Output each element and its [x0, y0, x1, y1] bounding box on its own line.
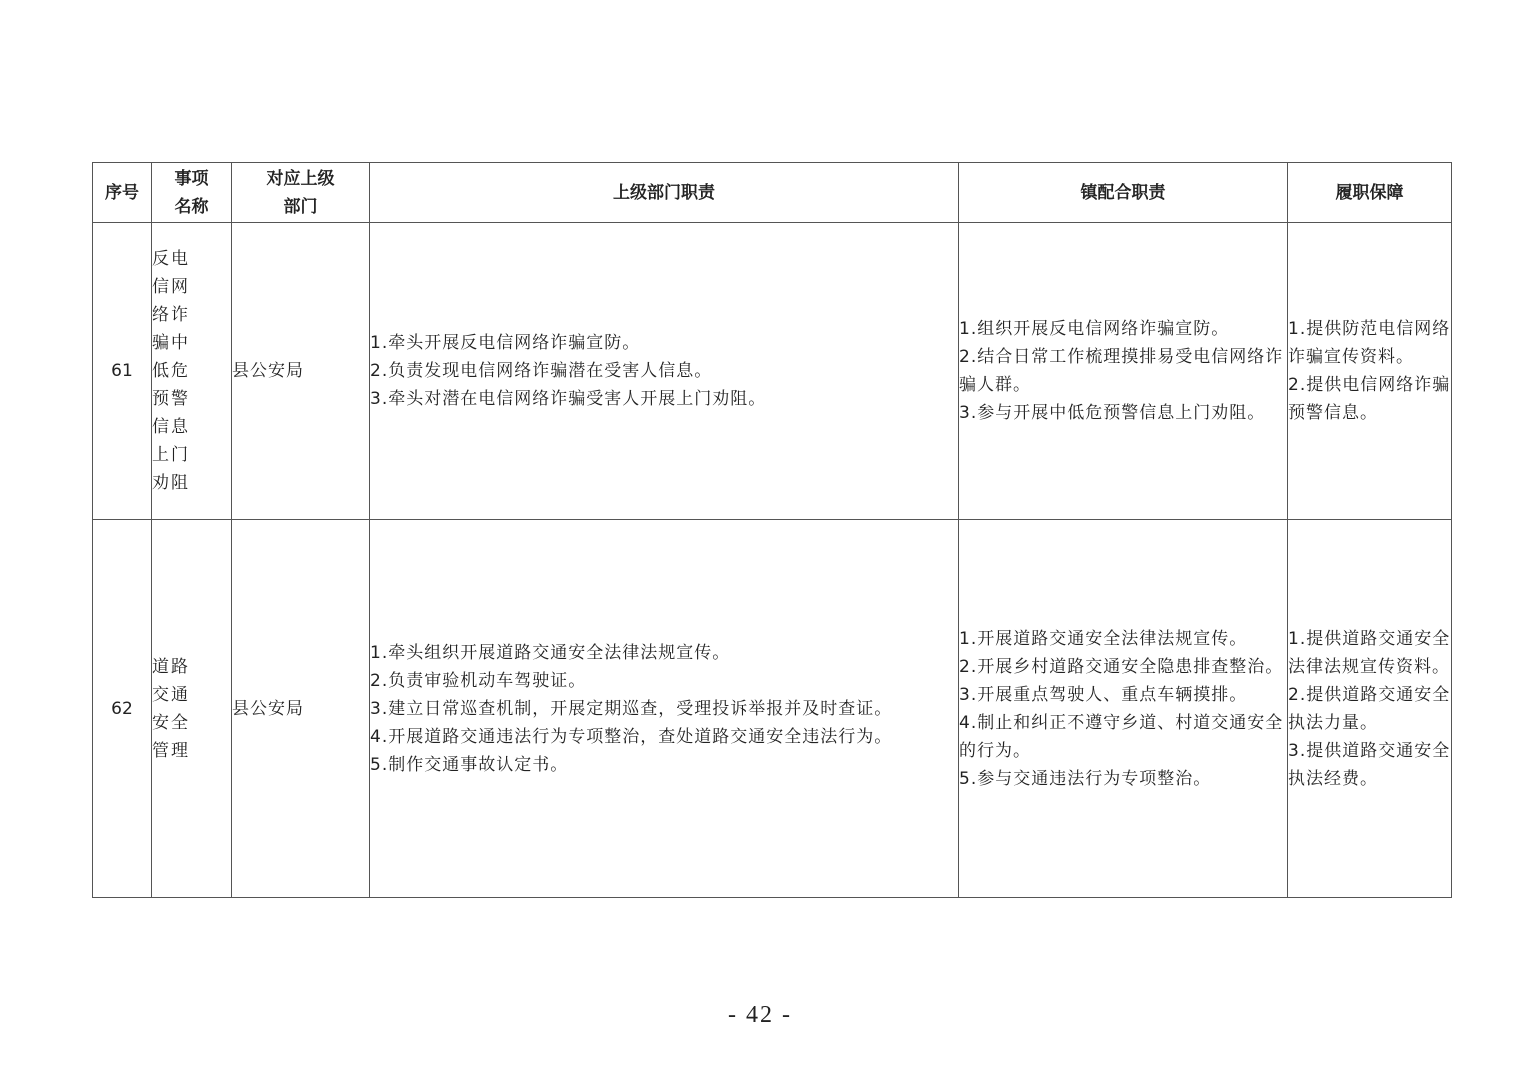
- header-upper-duties: 上级部门职责: [370, 163, 959, 223]
- duty-item: 4.开展道路交通违法行为专项整治，查处道路交通安全违法行为。: [370, 726, 893, 747]
- guarantee-item: 2.提供道路交通安全执法力量。: [1288, 684, 1451, 733]
- duty-item: 1.组织开展反电信网络诈骗宣防。: [959, 319, 1230, 339]
- row-name: [152, 223, 232, 520]
- duty-item: 2.负责发现电信网络诈骗潜在受害人信息。: [370, 361, 713, 381]
- row-town-duties: [959, 520, 1288, 898]
- header-name: [152, 163, 232, 223]
- guarantee-item: 1.提供防范电信网络诈骗宣传资料。: [1288, 319, 1451, 367]
- row-name: [152, 520, 232, 898]
- header-no: 序号: [93, 163, 152, 223]
- duty-item: 2.开展乡村道路交通安全隐患排查整治。: [959, 656, 1284, 677]
- header-town-duties: 镇配合职责: [959, 163, 1288, 223]
- table-row: [93, 223, 1452, 520]
- row-no: 62: [93, 520, 152, 898]
- header-guarantee: 履职保障: [1288, 163, 1452, 223]
- duty-item: 1.牵头开展反电信网络诈骗宣防。: [370, 333, 641, 353]
- row-town-duties: [959, 223, 1288, 520]
- duty-item: 1.开展道路交通安全法律法规宣传。: [959, 628, 1248, 649]
- table-row: [93, 520, 1452, 898]
- row-name-text: 反电信网络诈骗中低危预警信息上门劝阻: [152, 249, 190, 493]
- duty-item: 2.结合日常工作梳理摸排易受电信网络诈骗人群。: [959, 347, 1284, 395]
- duty-item: 1.牵头组织开展道路交通安全法律法规宣传。: [370, 642, 731, 663]
- guarantee-item: 3.提供道路交通安全执法经费。: [1288, 740, 1451, 789]
- guarantee-item: 1.提供道路交通安全法律法规宣传资料。: [1288, 628, 1451, 677]
- duty-item: 4.制止和纠正不遵守乡道、村道交通安全的行为。: [959, 712, 1284, 761]
- row-dept: 县公安局: [232, 520, 370, 898]
- duty-item: 5.参与交通违法行为专项整治。: [959, 768, 1212, 789]
- row-upper-duties: [370, 520, 959, 898]
- row-name-text: 道路交通安全管理: [152, 656, 190, 761]
- row-upper-duties: [370, 223, 959, 520]
- duty-item: 3.参与开展中低危预警信息上门劝阻。: [959, 403, 1266, 423]
- duty-item: 5.制作交通事故认定书。: [370, 754, 569, 775]
- page-number: - 42 -: [728, 1002, 792, 1028]
- header-row: [93, 163, 1452, 223]
- header-dept-line1: 对应上级: [266, 168, 335, 189]
- row-guarantee: [1288, 520, 1452, 898]
- duty-item: 3.建立日常巡查机制，开展定期巡查，受理投诉举报并及时查证。: [370, 698, 893, 719]
- duty-table: [92, 162, 1452, 898]
- row-dept: 县公安局: [232, 223, 370, 520]
- row-guarantee: [1288, 223, 1452, 520]
- header-name-line1: 事项: [174, 168, 209, 189]
- row-no: 61: [93, 223, 152, 520]
- header-dept-line2: 部门: [283, 196, 318, 217]
- header-dept: [232, 163, 370, 223]
- duty-item: 3.开展重点驾驶人、重点车辆摸排。: [959, 684, 1248, 705]
- header-name-line2: 名称: [174, 196, 209, 217]
- duty-item: 2.负责审验机动车驾驶证。: [370, 670, 587, 691]
- duty-item: 3.牵头对潜在电信网络诈骗受害人开展上门劝阻。: [370, 389, 767, 409]
- guarantee-item: 2.提供电信网络诈骗预警信息。: [1288, 375, 1451, 423]
